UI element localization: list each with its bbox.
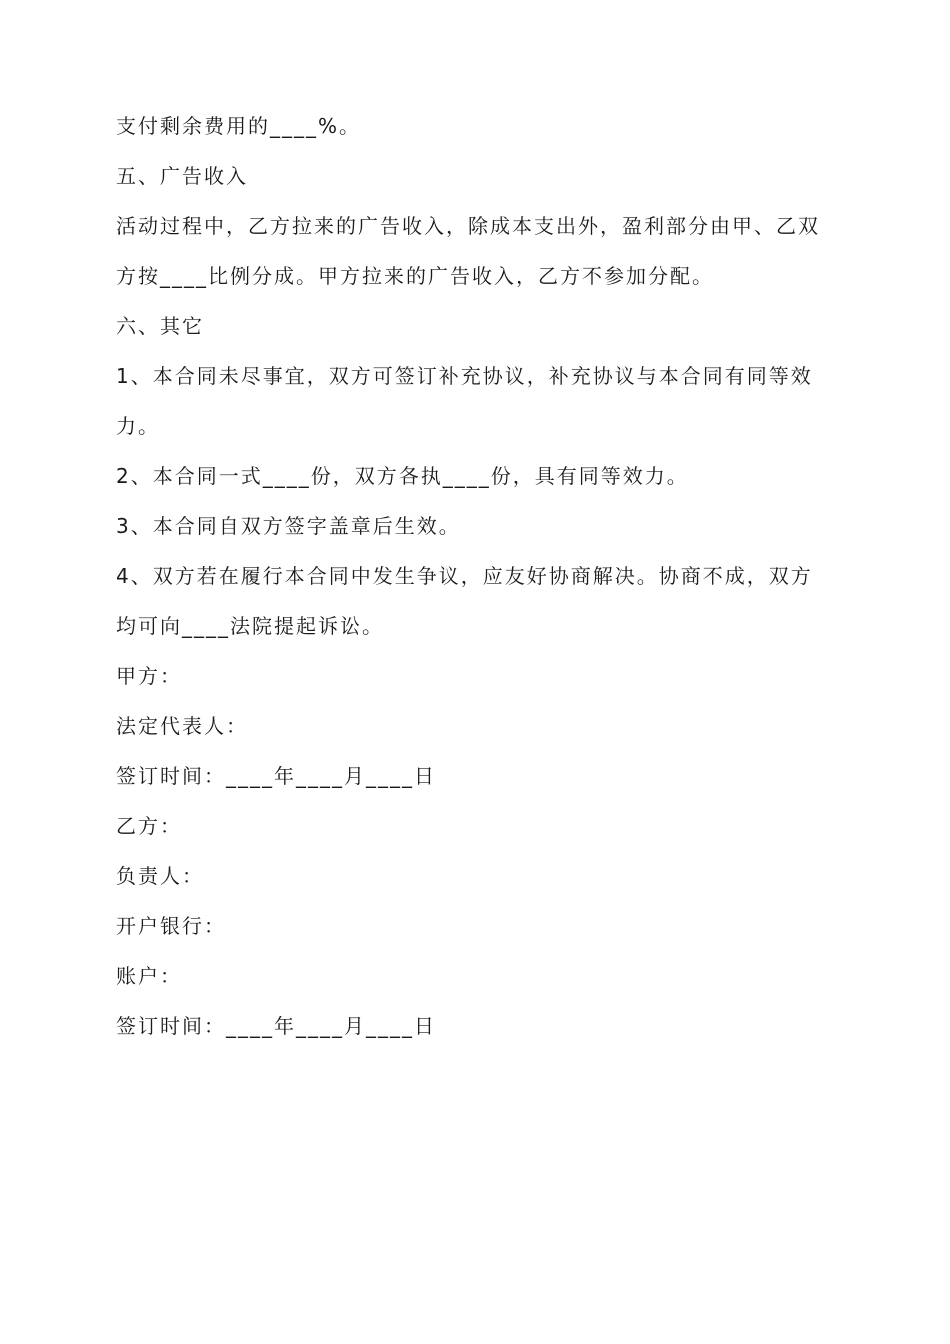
payment-remaining-line: 支付剩余费用的____%。 (116, 114, 362, 138)
bank-label: 开户银行： (116, 914, 226, 938)
party-b-label: 乙方： (116, 814, 182, 838)
clause-2: 2、本合同一式____份，双方各执____份，具有同等效力。 (116, 464, 689, 488)
legal-representative-label: 法定代表人： (116, 714, 248, 738)
responsible-person-label: 负责人： (116, 864, 204, 888)
section-heading-ad-income: 五、广告收入 (116, 164, 248, 188)
party-a-sign-date: 签订时间：____年____月____日 (116, 764, 436, 788)
section-heading-other: 六、其它 (116, 314, 204, 338)
party-b-sign-date: 签订时间：____年____月____日 (116, 1014, 436, 1038)
account-label: 账户： (116, 964, 182, 988)
clause-4-line-1: 4、双方若在履行本合同中发生争议，应友好协商解决。协商不成，双方 (116, 564, 813, 588)
clause-4-line-2: 均可向____法院提起诉讼。 (116, 614, 384, 638)
ad-income-paragraph-line-1: 活动过程中，乙方拉来的广告收入，除成本支出外，盈利部分由甲、乙双 (116, 214, 820, 238)
contract-body (116, 101, 842, 1051)
clause-1-line-2: 力。 (116, 414, 160, 438)
party-a-label: 甲方： (116, 664, 182, 688)
ad-income-paragraph-line-2: 方按____比例分成。甲方拉来的广告收入，乙方不参加分配。 (116, 264, 714, 288)
clause-3: 3、本合同自双方签字盖章后生效。 (116, 514, 461, 538)
clause-1-line-1: 1、本合同未尽事宜，双方可签订补充协议，补充协议与本合同有同等效 (116, 364, 813, 388)
